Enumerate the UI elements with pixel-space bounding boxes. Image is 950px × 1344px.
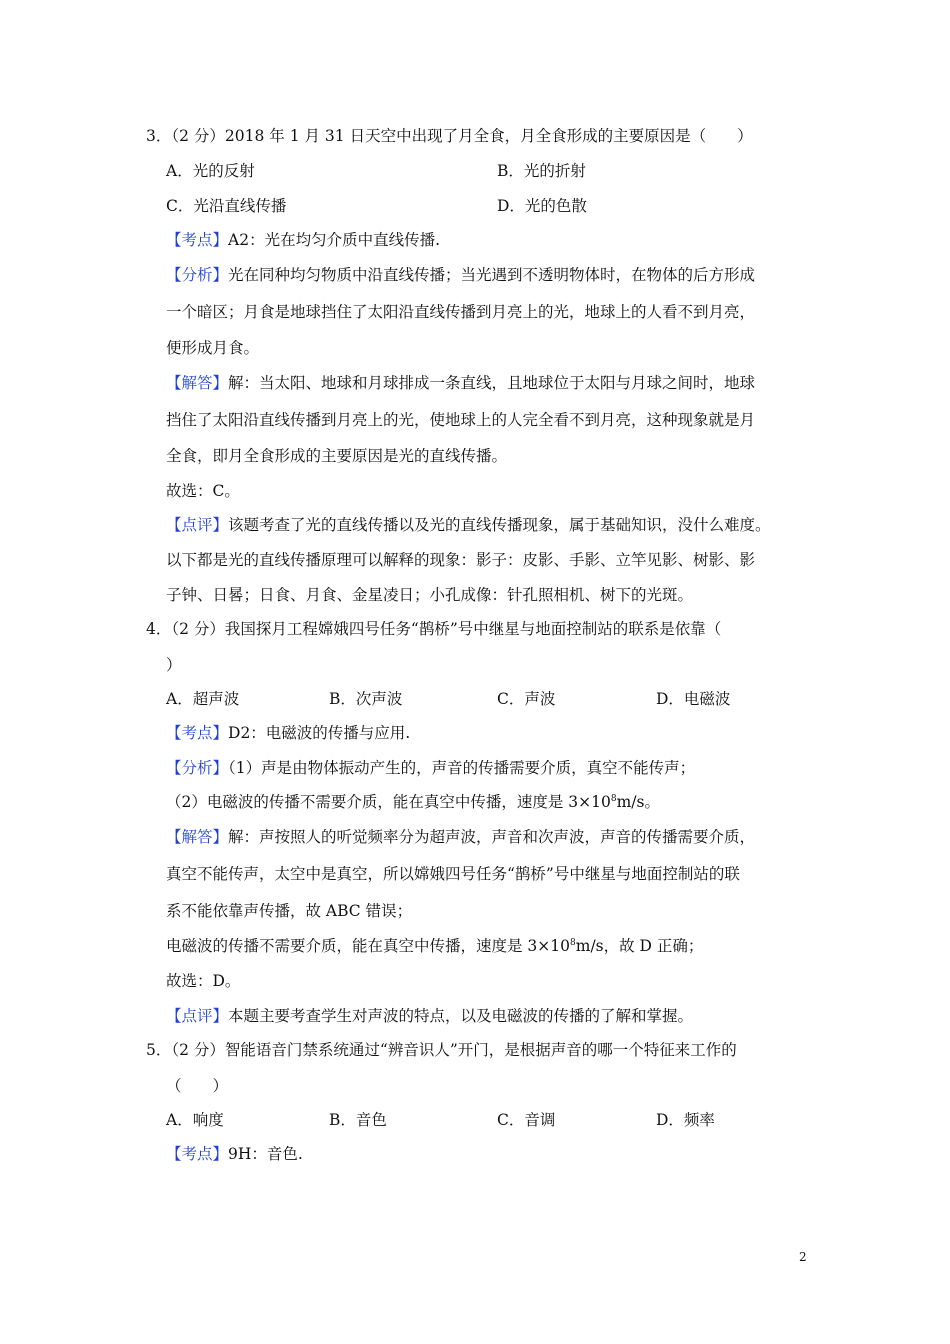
q3-dianping-line3: 子钟、日晷；日食、月食、金星凌日；小孔成像：针孔照相机、树下的光斑。 xyxy=(166,586,694,604)
q5-kaodian-text: 9H：音色. xyxy=(228,1145,303,1163)
fenxi-tag: 【分析】 xyxy=(166,266,229,284)
q3-stem: 3．（2 分）2018 年 1 月 31 日天空中出现了月全食，月全食形成的主要原因是（ ） xyxy=(146,127,753,145)
q4-jieda-line3: 系不能依靠声传播，故 ABC 错误； xyxy=(166,902,413,920)
q4-fenxi xyxy=(166,758,695,778)
q4-option-b: B．次声波 xyxy=(329,690,403,708)
q4-jieda-line1: 解：声按照人的听觉频率分为超声波，声音和次声波，声音的传播需要介质， xyxy=(228,828,756,846)
q3-fenxi-line1: 光在同种均匀物质中沿直线传播；当光遇到不透明物体时，在物体的后方形成 xyxy=(228,266,756,284)
q4-kaodian-text: D2：电磁波的传播与应用. xyxy=(228,724,411,742)
q3-option-c: C．光沿直线传播 xyxy=(166,197,287,215)
jieda-tag: 【解答】 xyxy=(166,828,229,846)
q3-option-b: B．光的折射 xyxy=(497,162,586,180)
q3-option-d: D．光的色散 xyxy=(497,197,587,215)
q5-stem-line2: （ ） xyxy=(166,1077,229,1095)
q4-jieda-line4 xyxy=(166,936,703,956)
q4-fenxi-line2-pre: （2）电磁波的传播不需要介质，能在真空中传播，速度是 3×10 xyxy=(166,793,611,811)
q4-option-d: D．电磁波 xyxy=(656,690,731,708)
q4-option-c: C．声波 xyxy=(497,690,556,708)
q3-dianping xyxy=(166,515,771,535)
kaodian-tag: 【考点】 xyxy=(166,724,229,742)
q4-dianping xyxy=(166,1006,693,1026)
q3-jieda-line1: 解：当太阳、地球和月球排成一条直线，且地球位于太阳与月球之间时，地球 xyxy=(228,374,756,392)
q5-option-c: C．音调 xyxy=(497,1111,556,1129)
q3-option-a: A．光的反射 xyxy=(166,162,255,180)
fenxi-tag: 【分析】 xyxy=(166,759,229,777)
q3-kaodian xyxy=(166,230,440,250)
q4-jieda-line4-post: m/s，故 D 正确； xyxy=(575,937,704,955)
q4-fenxi-line2 xyxy=(166,792,660,812)
q3-dianping-line2: 以下都是光的直线传播原理可以解释的现象：影子：皮影、手影、立竿见影、树影、影 xyxy=(166,551,756,569)
q4-jieda-exponent: 8 xyxy=(570,938,576,948)
q5-kaodian xyxy=(166,1144,303,1164)
page-number: 2 xyxy=(799,1250,807,1264)
q3-kaodian-text: A2：光在均匀介质中直线传播. xyxy=(228,231,440,249)
q4-fenxi-line2-post: m/s。 xyxy=(616,793,660,811)
q4-jieda-line2: 真空不能传声，太空中是真空，所以嫦娥四号任务“鹊桥”号中继星与地面控制站的联 xyxy=(166,865,740,883)
q4-fenxi-exponent: 8 xyxy=(610,794,617,804)
q4-fenxi-line1: （1）声是由物体振动产生的，声音的传播需要介质，真空不能传声； xyxy=(228,759,696,777)
q3-fenxi-line3: 便形成月食。 xyxy=(166,339,260,357)
q4-jieda-line4-pre: 电磁波的传播不需要介质，能在真空中传播，速度是 3×10 xyxy=(166,937,571,955)
q5-option-a: A．响度 xyxy=(166,1111,224,1129)
q4-stem-line1: 4．（2 分）我国探月工程嫦娥四号任务“鹊桥”号中继星与地面控制站的联系是依靠（ xyxy=(146,620,722,638)
q3-fenxi xyxy=(166,265,755,285)
dianping-tag: 【点评】 xyxy=(166,516,229,534)
q4-guxuan: 故选：D。 xyxy=(166,972,241,990)
jieda-tag: 【解答】 xyxy=(166,374,229,392)
q3-guxuan: 故选：C。 xyxy=(166,482,240,500)
q4-option-a: A．超声波 xyxy=(166,690,240,708)
q3-jieda-line2: 挡住了太阳沿直线传播到月亮上的光，使地球上的人完全看不到月亮，这种现象就是月 xyxy=(166,411,756,429)
q4-kaodian xyxy=(166,723,410,743)
q5-option-b: B．音色 xyxy=(329,1111,387,1129)
q3-jieda xyxy=(166,373,755,393)
q4-jieda xyxy=(166,827,755,847)
q3-jieda-line3: 全食，即月全食形成的主要原因是光的直线传播。 xyxy=(166,447,508,465)
dianping-tag: 【点评】 xyxy=(166,1007,229,1025)
q3-fenxi-line2: 一个暗区；月食是地球挡住了太阳沿直线传播到月亮上的光，地球上的人看不到月亮， xyxy=(166,303,756,321)
q5-stem-line1: 5．（2 分）智能语音门禁系统通过“辨音识人”开门，是根据声音的哪一个特征来工作的 xyxy=(146,1041,737,1059)
kaodian-tag: 【考点】 xyxy=(166,1145,229,1163)
q3-dianping-line1: 该题考查了光的直线传播以及光的直线传播现象，属于基础知识，没什么难度。 xyxy=(228,516,771,534)
q4-stem-line2: ） xyxy=(166,656,182,674)
kaodian-tag: 【考点】 xyxy=(166,231,229,249)
q5-option-d: D．频率 xyxy=(656,1111,715,1129)
q4-dianping-line1: 本题主要考查学生对声波的特点，以及电磁波的传播的了解和掌握。 xyxy=(228,1007,694,1025)
